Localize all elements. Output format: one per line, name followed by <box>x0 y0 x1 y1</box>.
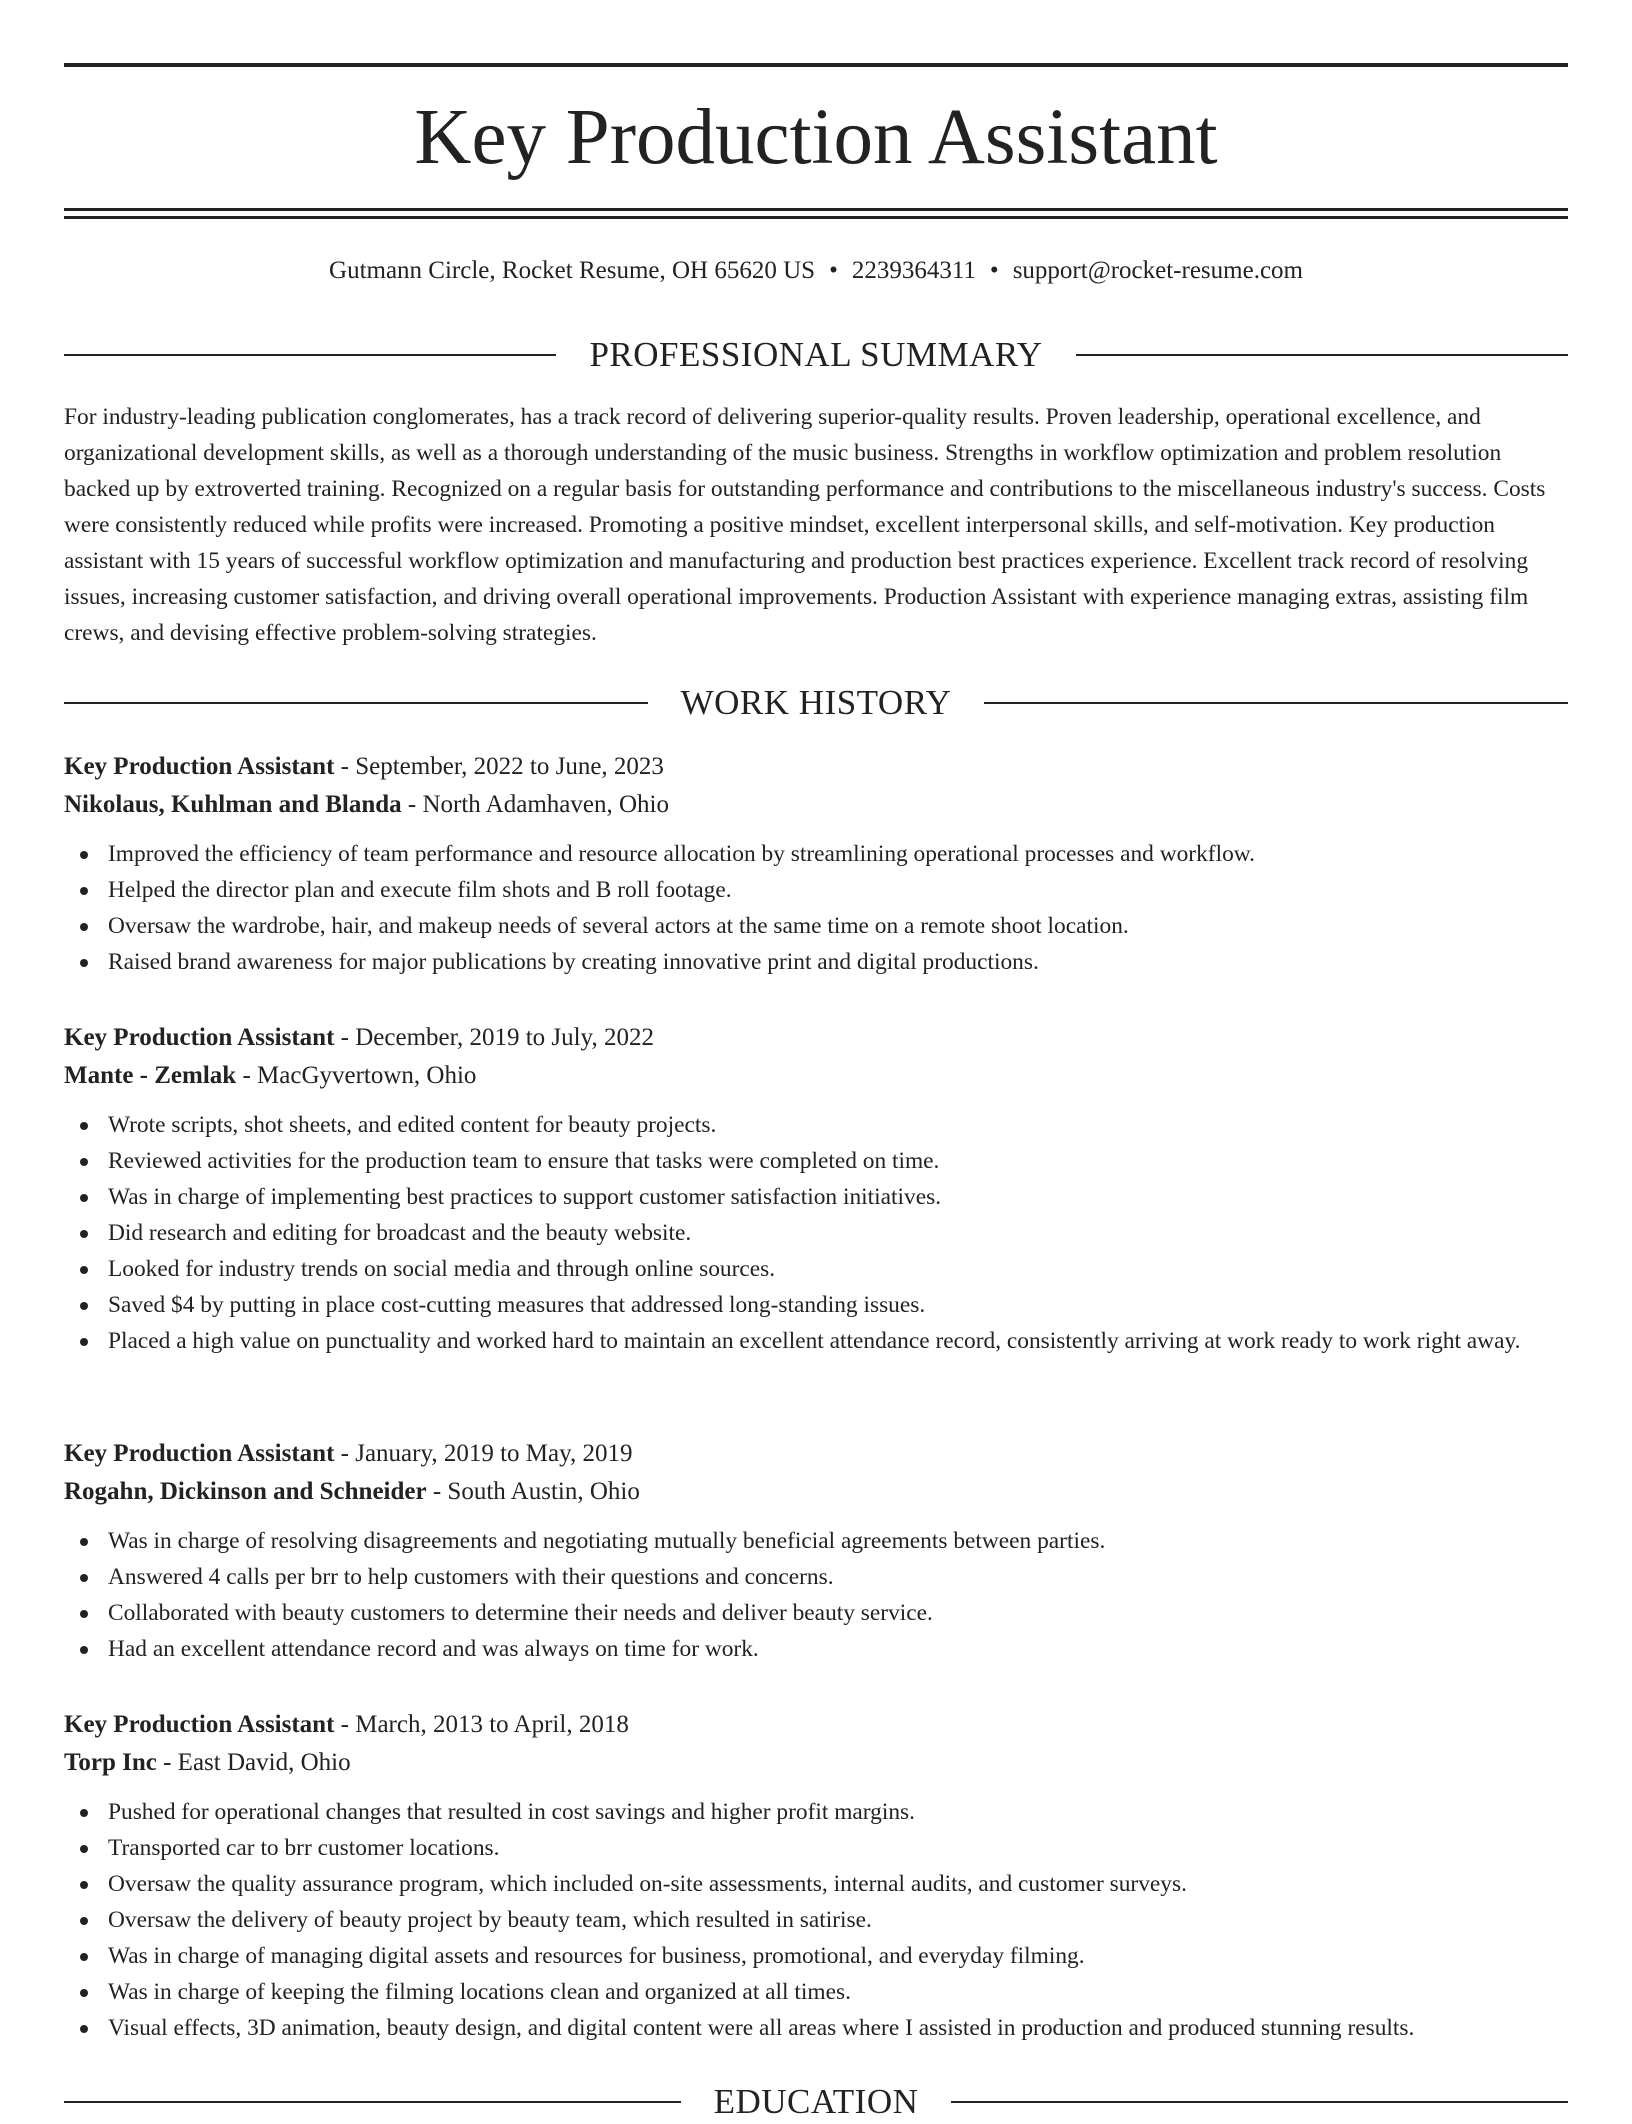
job-company-line <box>64 1057 1568 1095</box>
job-company: Torp Inc <box>64 1749 157 1776</box>
job-bullet: Saved $4 by putting in place cost-cutting measures that addressed long-standing issues. <box>108 1287 1568 1323</box>
heading-rule-right <box>984 702 1568 704</box>
job-bullets <box>64 836 1568 980</box>
job-bullet: Oversaw the delivery of beauty project by beauty team, which resulted in satirise. <box>108 1902 1568 1938</box>
job-bullets <box>64 1794 1568 2046</box>
education-heading-row <box>64 2080 1568 2124</box>
job-title-line <box>64 1019 1568 1057</box>
job-entry <box>64 1019 1568 1359</box>
job-company-line <box>64 786 1568 824</box>
contact-phone: 2239364311 <box>851 257 976 284</box>
job-bullet: Reviewed activities for the production team to ensure that tasks were completed on time. <box>108 1143 1568 1179</box>
summary-heading-row <box>64 333 1568 377</box>
job-bullet: Placed a high value on punctuality and worked hard to maintain an excellent attendance record, consistently arriving at work ready to work right away. <box>108 1323 1568 1359</box>
job-bullet: Oversaw the quality assurance program, which included on-site assessments, internal audits, and customer surveys. <box>108 1866 1568 1902</box>
job-bullet: Oversaw the wardrobe, hair, and makeup needs of several actors at the same time on a remote shoot location. <box>108 908 1568 944</box>
contact-email: support@rocket-resume.com <box>1012 257 1303 284</box>
job-location: - MacGyvertown, Ohio <box>236 1062 477 1089</box>
job-bullet: Had an excellent attendance record and was always on time for work. <box>108 1631 1568 1667</box>
job-entry <box>64 1706 1568 2046</box>
job-bullet: Transported car to brr customer locations. <box>108 1830 1568 1866</box>
heading-rule-left <box>64 702 648 704</box>
job-company: Mante - Zemlak <box>64 1062 237 1089</box>
heading-rule-left <box>64 354 556 356</box>
job-title: Key Production Assistant <box>64 753 335 780</box>
job-title-line <box>64 748 1568 786</box>
education-heading: EDUCATION <box>713 2082 919 2121</box>
job-company-line <box>64 1473 1568 1511</box>
job-bullet: Answered 4 calls per brr to help customers with their questions and concerns. <box>108 1559 1568 1595</box>
job-company: Rogahn, Dickinson and Schneider <box>64 1478 427 1505</box>
job-title-line <box>64 1706 1568 1744</box>
job-bullet: Was in charge of managing digital assets and resources for business, promotional, and everyday filming. <box>108 1938 1568 1974</box>
summary-text: For industry-leading publication conglomerates, has a track record of delivering superior-quality results. Proven leadership, operational excellence, and organizational development skills, as well as a thorough understanding of the music business. Strengths in workflow optimization and problem resolution backed up by extroverted training. Recognized on a regular basis for outstanding performance and contributions to the miscellaneous industry's success. Costs were consistently reduced while profits were increased. Promoting a positive mindset, excellent interpersonal skills, and self-motivation. Key production assistant with 15 years of successful workflow optimization and manufacturing and production best practices experience. Excellent track record of resolving issues, increasing customer satisfaction, and driving overall operational improvements. Production Assistant with experience managing extras, assisting film crews, and devising effective problem-solving strategies. <box>64 404 1546 646</box>
contact-address: Gutmann Circle, Rocket Resume, OH 65620 US <box>329 257 816 284</box>
job-location: - South Austin, Ohio <box>426 1478 640 1505</box>
job-bullet: Raised brand awareness for major publications by creating innovative print and digital productions. <box>108 944 1568 980</box>
job-bullet: Helped the director plan and execute film shots and B roll footage. <box>108 872 1568 908</box>
header-double-rule-lower <box>64 216 1568 219</box>
contact-line <box>64 254 1568 288</box>
job-dates: - September, 2022 to June, 2023 <box>334 753 664 780</box>
job-entry <box>64 748 1568 980</box>
job-dates: - December, 2019 to July, 2022 <box>334 1024 654 1051</box>
contact-separator: • <box>989 257 999 284</box>
job-bullet: Wrote scripts, shot sheets, and edited content for beauty projects. <box>108 1107 1568 1143</box>
heading-rule-right <box>1076 354 1568 356</box>
job-bullet: Was in charge of keeping the filming locations clean and organized at all times. <box>108 1974 1568 2010</box>
job-dates: - January, 2019 to May, 2019 <box>334 1440 633 1467</box>
resume-title: Key Production Assistant <box>414 94 1218 181</box>
job-entry <box>64 1435 1568 1667</box>
job-bullet: Looked for industry trends on social media and through online sources. <box>108 1251 1568 1287</box>
job-title: Key Production Assistant <box>64 1440 335 1467</box>
heading-rule-right <box>951 2101 1568 2103</box>
contact-separator: • <box>829 257 838 284</box>
job-location: - North Adamhaven, Ohio <box>401 791 669 818</box>
job-bullet: Was in charge of implementing best practices to support customer satisfaction initiatives. <box>108 1179 1568 1215</box>
summary-heading: PROFESSIONAL SUMMARY <box>589 335 1043 374</box>
job-bullet: Was in charge of resolving disagreements and negotiating mutually beneficial agreements between parties. <box>108 1523 1568 1559</box>
job-bullet: Pushed for operational changes that resulted in cost savings and higher profit margins. <box>108 1794 1568 1830</box>
work-heading-row <box>64 681 1568 725</box>
job-bullets <box>64 1107 1568 1359</box>
header-top-rule <box>64 63 1568 67</box>
job-bullet: Improved the efficiency of team performance and resource allocation by streamlining operational processes and workflow. <box>108 836 1568 872</box>
job-title-line <box>64 1435 1568 1473</box>
heading-rule-left <box>64 2101 681 2103</box>
job-title: Key Production Assistant <box>64 1024 335 1051</box>
job-location: - East David, Ohio <box>156 1749 351 1776</box>
job-bullets <box>64 1523 1568 1667</box>
job-bullet: Did research and editing for broadcast and the beauty website. <box>108 1215 1568 1251</box>
job-bullet: Collaborated with beauty customers to determine their needs and deliver beauty service. <box>108 1595 1568 1631</box>
job-company-line <box>64 1744 1568 1782</box>
job-dates: - March, 2013 to April, 2018 <box>334 1711 629 1738</box>
work-heading: WORK HISTORY <box>680 683 952 722</box>
job-title: Key Production Assistant <box>64 1711 335 1738</box>
job-bullet: Visual effects, 3D animation, beauty design, and digital content were all areas where I assisted in production and produced stunning results. <box>108 2010 1568 2046</box>
header-double-rule-upper <box>64 208 1568 211</box>
job-company: Nikolaus, Kuhlman and Blanda <box>64 791 402 818</box>
